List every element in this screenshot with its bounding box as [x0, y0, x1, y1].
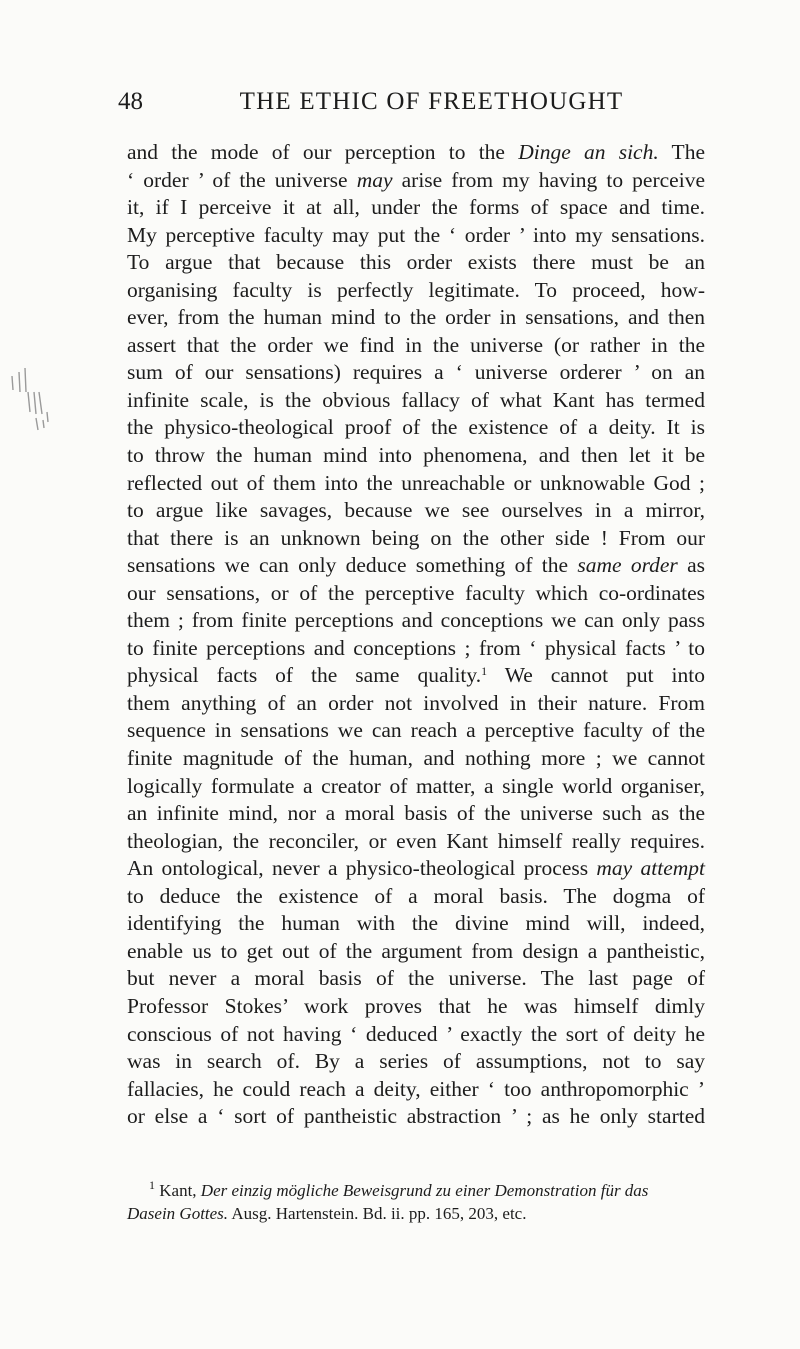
footnote-marker: 1 [481, 664, 488, 679]
body-line [127, 470, 705, 498]
text-run: it, if I perceive it at all, under the forms of space and time. [127, 195, 705, 220]
body-line [127, 497, 705, 525]
italic-text: Der einzig mögliche Beweisgrund zu einer Demonstration für das [200, 1181, 649, 1200]
text-run: finite magnitude of the human, and nothing more ; we cannot [127, 746, 705, 771]
body-line [127, 442, 705, 470]
italic-text: Dinge an sich. [518, 140, 659, 164]
text-run: to throw the human mind into phenomena, and then let it be [127, 443, 705, 468]
italic-text: may [356, 167, 393, 192]
page-header [118, 88, 705, 124]
running-head: THE ETHIC OF FREETHOUGHT [239, 88, 624, 115]
footnote-line [127, 1202, 705, 1225]
body-line [127, 525, 705, 553]
body-line [127, 800, 705, 828]
body-line [127, 332, 705, 360]
body-line [127, 249, 705, 277]
text-run: conscious of not having ‘ deduced ’ exactly the sort of deity he [127, 1021, 705, 1046]
body-line [127, 635, 705, 663]
body-line [127, 662, 705, 690]
text-run: We cannot put into [487, 663, 705, 688]
body-line [127, 690, 705, 718]
body-line [127, 828, 705, 856]
page-number: 48 [118, 88, 143, 115]
text-run: to deduce the existence of a moral basis. The dogma of [127, 883, 705, 908]
text-run: sensations we can only deduce something of the [127, 553, 578, 578]
text-run: as [677, 553, 705, 578]
body-line [127, 414, 705, 442]
footnote-line [127, 1179, 705, 1202]
text-run: Kant, [155, 1181, 201, 1200]
italic-text: may attempt [596, 856, 705, 881]
body-line [127, 855, 705, 883]
body-line [127, 167, 705, 195]
body-line [127, 993, 705, 1021]
text-run: Ausg. Hartenstein. Bd. ii. pp. 165, 203, etc. [228, 1204, 527, 1223]
italic-text: same order [577, 553, 678, 578]
text-run: To argue that because this order exists there must be an [127, 250, 705, 275]
text-run: them ; from finite perceptions and conceptions we can only pass [127, 608, 705, 633]
body-line [127, 938, 705, 966]
text-run: our sensations, or of the perceptive faculty which co-ordinates [127, 580, 705, 605]
body-line [127, 194, 705, 222]
text-run: ever, from the human mind to the order in sensations, and then [127, 305, 705, 330]
text-run: physical facts of the same quality. [127, 663, 482, 688]
text-run: an infinite mind, nor a moral basis of the universe such as the [127, 801, 705, 826]
text-run: organising faculty is perfectly legitimate. To proceed, how- [127, 277, 705, 302]
text-run: enable us to get out of the argument from design a pantheistic, [127, 938, 705, 963]
body-line [127, 304, 705, 332]
footnote-marker: 1 [149, 1178, 155, 1192]
body-line [127, 222, 705, 250]
body-line [127, 773, 705, 801]
body-line [127, 277, 705, 305]
text-run: sum of our sensations) requires a ‘ universe orderer ’ on an [127, 360, 705, 385]
body-line [127, 717, 705, 745]
text-run: but never a moral basis of the universe. The last page of [127, 966, 705, 991]
text-run: and the mode of our perception to the [127, 140, 519, 164]
body-line [127, 359, 705, 387]
body-line [127, 745, 705, 773]
body-line [127, 883, 705, 911]
text-run: assert that the order we find in the universe (or rather in the [127, 332, 705, 357]
body-line [127, 1048, 705, 1076]
text-run: was in search of. By a series of assumptions, not to say [127, 1049, 705, 1074]
text-run: An ontological, never a physico-theological process [127, 856, 597, 881]
body-line [127, 965, 705, 993]
margin-pencil-marks [8, 368, 54, 438]
text-run: to argue like savages, because we see ourselves in a mirror, [127, 498, 705, 523]
text-run: the physico-theological proof of the existence of a deity. It is [127, 415, 705, 440]
text-run: sequence in sensations we can reach a perceptive faculty of the [127, 718, 705, 743]
body-line [127, 1103, 705, 1131]
text-run: Professor Stokes’ work proves that he was himself dimly [127, 993, 705, 1018]
text-run: to finite perceptions and conceptions ; from ‘ physical facts ’ to [127, 635, 705, 660]
text-run: them anything of an order not involved in their nature. From [127, 690, 705, 715]
text-run: fallacies, he could reach a deity, either ‘ too anthropomorphic ’ [127, 1076, 705, 1101]
text-run: theologian, the reconciler, or even Kant himself really requires. [127, 828, 705, 853]
body-line [127, 139, 705, 167]
text-run: The [658, 140, 705, 164]
text-run: or else a ‘ sort of pantheistic abstraction ’ ; as he only started [127, 1104, 705, 1129]
body-line [127, 580, 705, 608]
text-run: My perceptive faculty may put the ‘ order ’ into my sensations. [127, 222, 705, 247]
body-line [127, 552, 705, 580]
footnote [127, 1179, 705, 1225]
text-run: reflected out of them into the unreachable or unknowable God ; [127, 470, 705, 495]
text-run: infinite scale, is the obvious fallacy of what Kant has termed [127, 387, 705, 412]
text-run: ‘ order ’ of the universe [127, 167, 357, 192]
italic-text: Dasein Gottes. [127, 1204, 229, 1223]
body-line [127, 607, 705, 635]
main-text [127, 139, 705, 1131]
body-line [127, 387, 705, 415]
body-line [127, 1076, 705, 1104]
body-line [127, 910, 705, 938]
text-run: arise from my having to perceive [392, 167, 705, 192]
text-run: that there is an unknown being on the other side ! From our [127, 525, 705, 550]
body-line [127, 1021, 705, 1049]
text-run: logically formulate a creator of matter, a single world organiser, [127, 773, 705, 798]
text-run: identifying the human with the divine mind will, indeed, [127, 911, 705, 936]
